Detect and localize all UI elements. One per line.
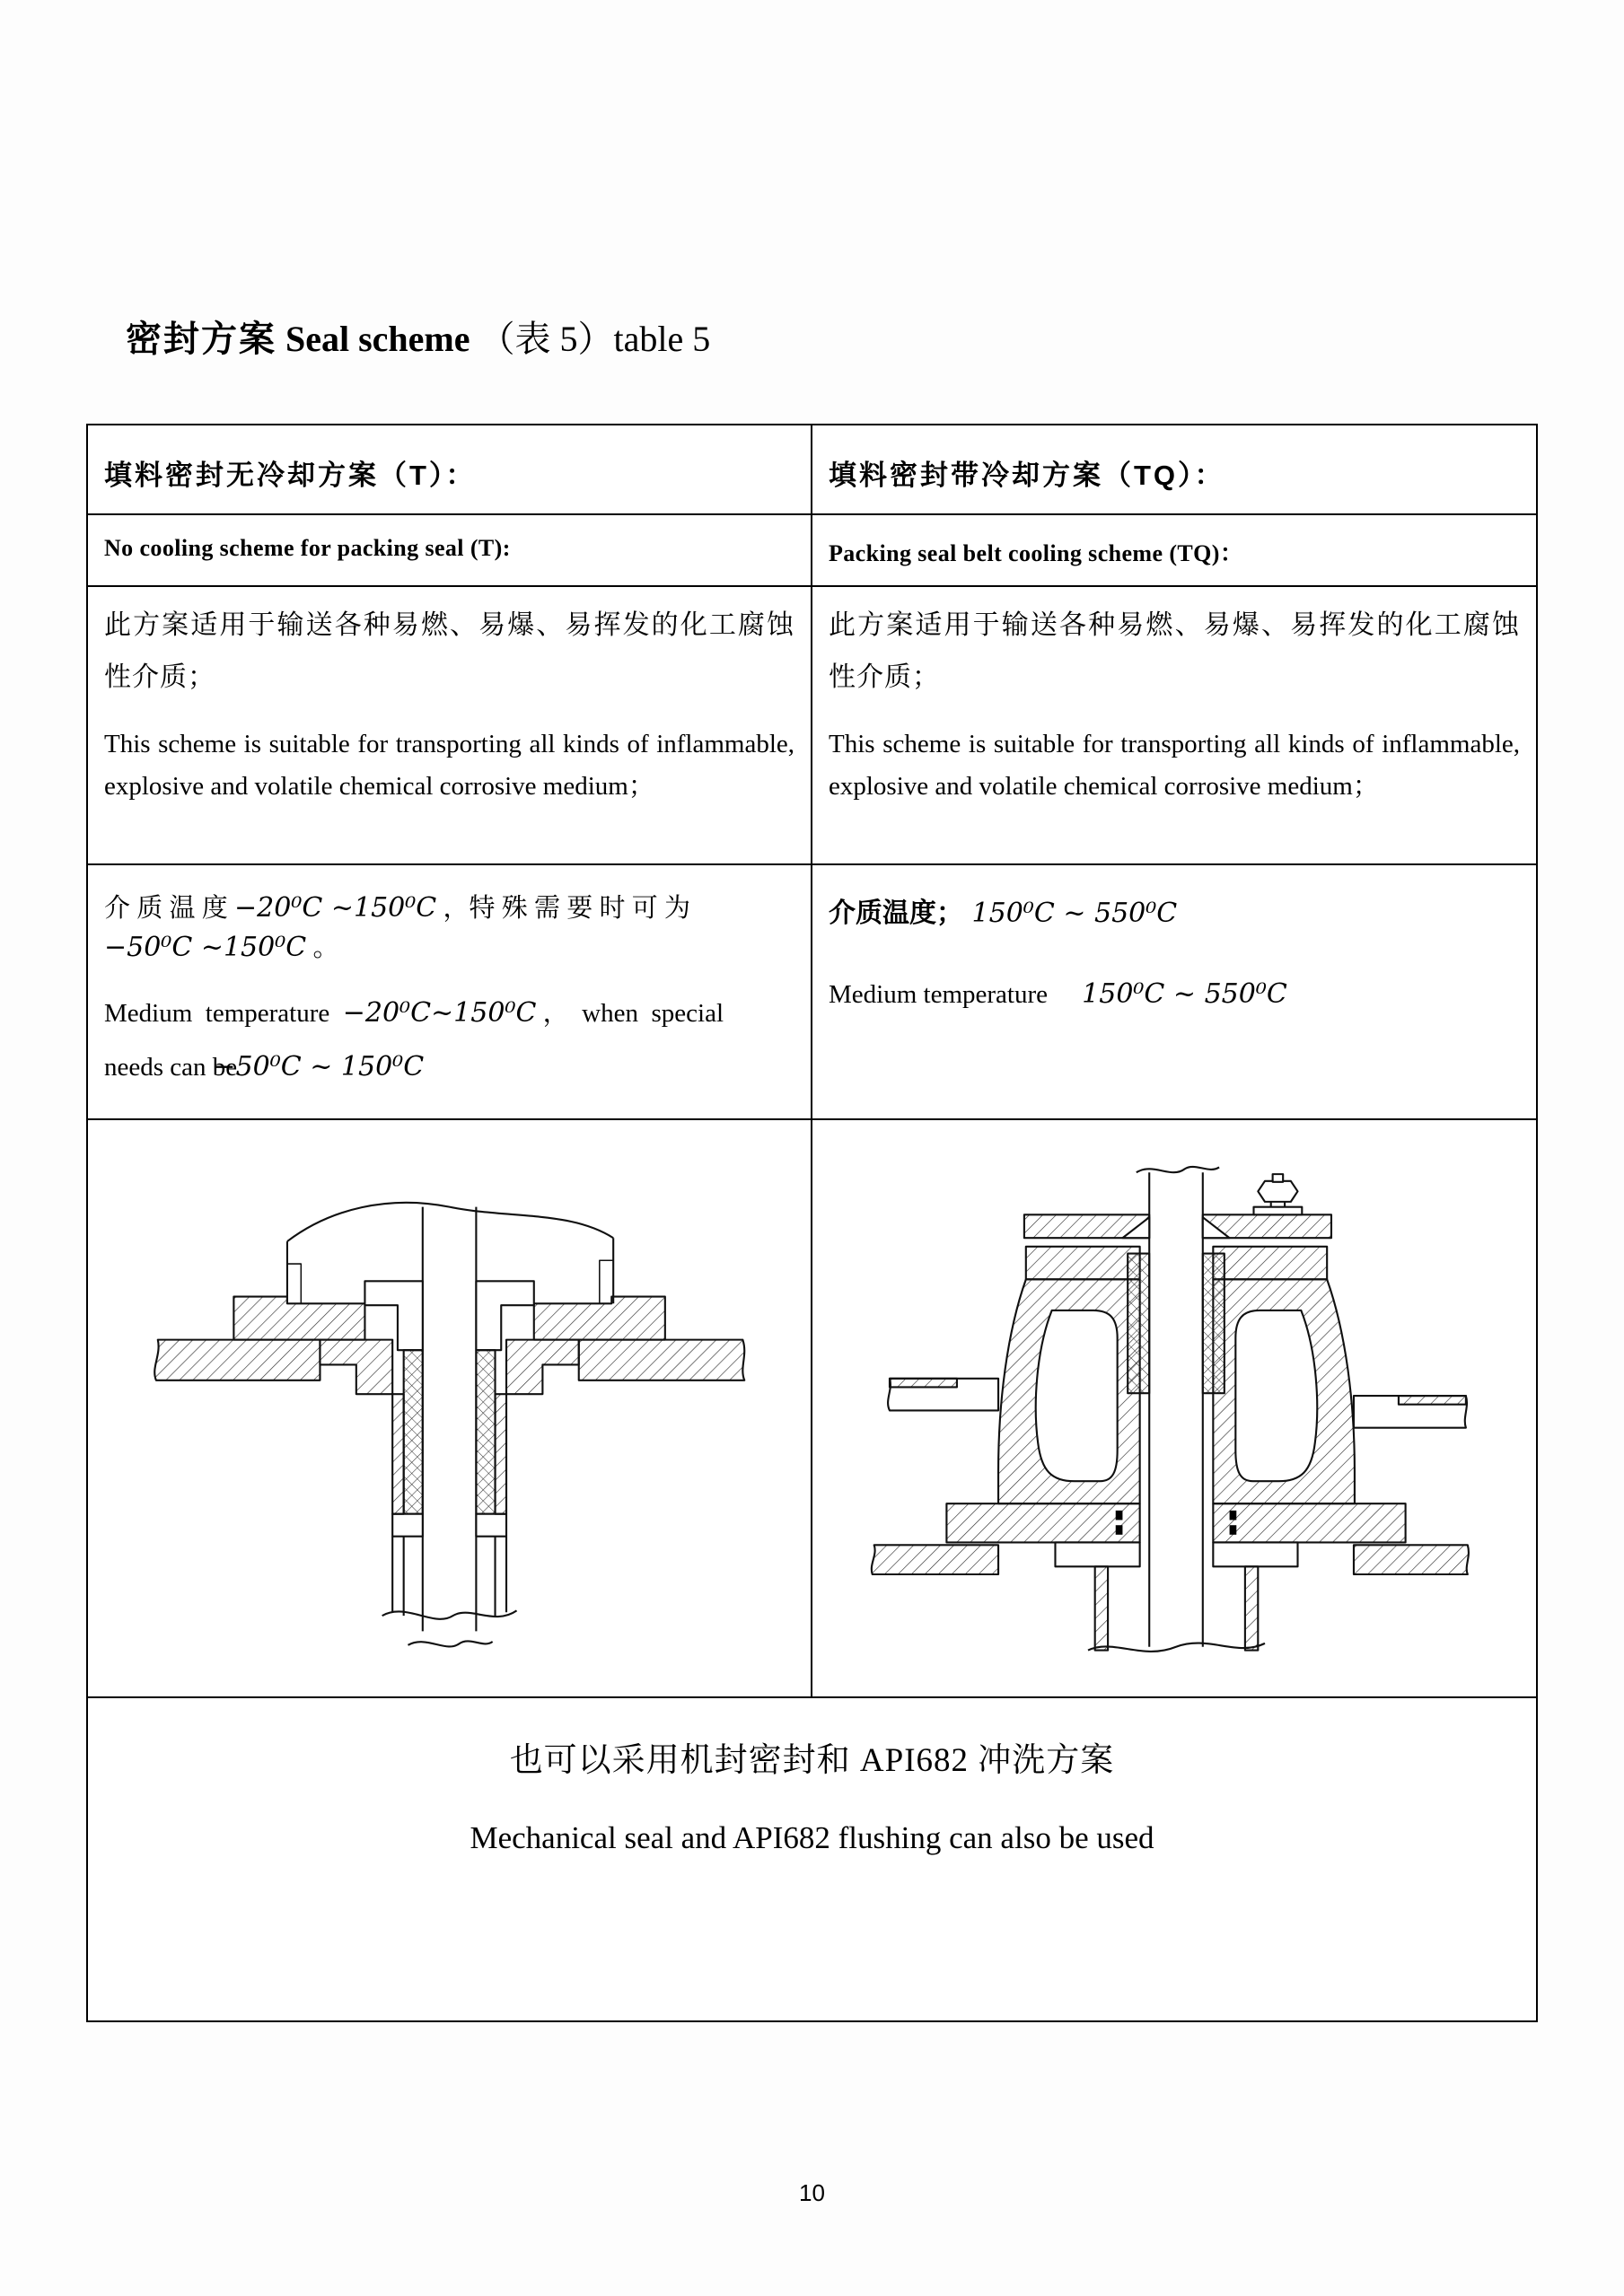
description-zh: 此方案适用于输送各种易燃、易爆、易挥发的化工腐蚀性介质； — [829, 610, 1520, 692]
page-number: 10 — [799, 2179, 825, 2206]
page-title — [126, 311, 710, 362]
header-with-cooling-zh: 填料密封带冷却方案（TQ）： — [829, 460, 1225, 491]
title-table-reference: （表 5）table 5 — [478, 319, 711, 359]
footer-zh: 也可以采用机封密封和 API682 冲洗方案 — [509, 1742, 1115, 1779]
description-zh: 此方案适用于输送各种易燃、易爆、易挥发的化工腐蚀性介质； — [104, 610, 794, 692]
temp-zh-suffix: ，特 殊 需 要 时 可 为 — [436, 894, 690, 923]
temperature-zh-line1 — [104, 889, 794, 928]
diagram-cell-no-cooling — [88, 1118, 812, 1696]
description-en: This scheme is suitable for transporting all kinds of inflammable, explosive and volatile chemical corrosive medium； — [829, 730, 1520, 801]
temperature-zh-line2 — [104, 928, 794, 968]
temp-formula: 150⁰C ~ 550⁰C — [963, 898, 1178, 929]
temp-en-suffix: ， when special — [536, 999, 724, 1028]
temp-formula: −50⁰C ~150⁰C — [104, 932, 307, 963]
temp-en-label: Medium temperature — [829, 980, 1048, 1009]
description-cell-right — [812, 585, 1536, 863]
temp-zh-label: 介质温度； — [829, 898, 963, 928]
header-with-cooling-en: Packing seal belt cooling scheme (TQ)： — [812, 513, 1536, 585]
temperature-en-block — [104, 991, 794, 1090]
footer-cell — [88, 1696, 1536, 2020]
title-chinese: 密封方案 — [126, 320, 277, 359]
temp-zh-period: 。 — [306, 933, 339, 962]
temperature-en-line — [829, 975, 1520, 1014]
temperature-en-line2 — [104, 1045, 794, 1090]
temperature-cell-right — [812, 863, 1536, 1118]
header-no-cooling-en: No cooling scheme for packing seal (T): — [88, 513, 812, 585]
temp-formula: 150⁰C ~ 550⁰C — [1048, 978, 1287, 1010]
packing-seal-with-cooling-diagram — [829, 1133, 1520, 1685]
header-no-cooling-zh: 填料密封无冷却方案（T）： — [88, 425, 812, 513]
diagram-cell-with-cooling — [812, 1118, 1536, 1696]
temperature-zh-line — [829, 894, 1520, 933]
temp-en-prefix2: needs can be — [104, 1053, 244, 1082]
temp-formula: −50⁰C ~ 150⁰C — [213, 1051, 425, 1082]
packing-seal-no-cooling-diagram — [104, 1133, 794, 1685]
title-english: Seal scheme — [277, 319, 470, 359]
description-cell-left — [88, 585, 812, 863]
temp-formula: −20⁰C ~150⁰C — [234, 892, 437, 924]
temp-zh-prefix: 介 质 温 度 — [104, 894, 235, 923]
description-en: This scheme is suitable for transporting all kinds of inflammable, explosive and volatile chemical corrosive medium； — [104, 730, 794, 801]
temperature-cell-left — [88, 863, 812, 1118]
footer-en: Mechanical seal and API682 flushing can also be used — [470, 1820, 1154, 1855]
temp-en-prefix: Medium temperature — [104, 999, 343, 1028]
seal-scheme-table — [86, 424, 1538, 2022]
temp-formula: −20⁰C~150⁰C — [342, 997, 537, 1029]
temperature-en-line1 — [104, 991, 794, 1036]
